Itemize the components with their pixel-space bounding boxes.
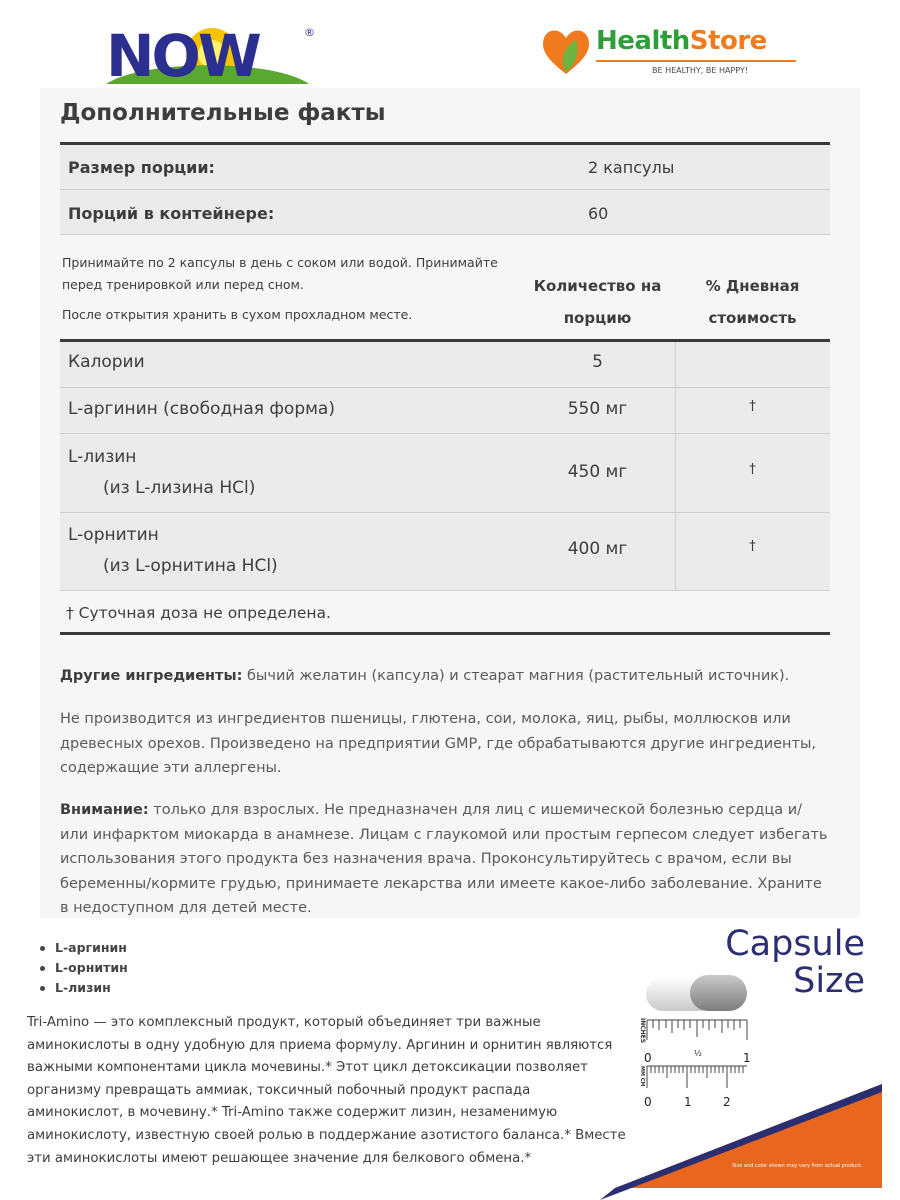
cm-tick-label: 1 — [684, 1095, 692, 1109]
healthstore-logo — [540, 18, 810, 88]
warning-label: Внимание: — [60, 802, 149, 818]
servings-label: Порций в контейнере: — [68, 204, 275, 223]
now-logo-text: NOW — [106, 24, 259, 86]
nutrient-dv: † — [749, 399, 756, 414]
column-dv-header: % Дневная стоимость — [705, 277, 800, 327]
directions-text: Принимайте по 2 капсулы в день с соком или водой. Принимайте перед тренировкой или перед сном. — [62, 255, 498, 292]
row-divider — [60, 590, 830, 591]
capsule-size-title: Capsule Size — [725, 924, 865, 1001]
cm-tick-label: 2 — [723, 1095, 731, 1109]
other-ingredients-text: бычий желатин (капсула) и стеарат магния (растительный источник). — [242, 668, 790, 684]
row-divider — [60, 512, 830, 513]
heart-leaf-icon — [540, 22, 592, 78]
other-ingredients-label: Другие ингредиенты: — [60, 668, 243, 684]
serving-size-value: 2 капсулы — [588, 158, 675, 177]
store-name-part1: Health — [596, 26, 690, 56]
list-item: L-лизин — [40, 978, 128, 998]
nutrient-amount: 550 мг — [567, 399, 628, 419]
store-slogan: BE HEALTHY, BE HAPPY! — [652, 66, 748, 75]
inches-label: INCHES — [639, 1018, 646, 1044]
warning-text: только для взрослых. Не предназначен для лиц с ишемической болезнью сердца и/или инфарктом миокарда в анамнезе. Лицам с глаукомой или простым герпесом следует избегать использования этого продукта без назначения врача. Проконсультируйтесь с врачом, если вы беременны/кормите грудью, принимаете лекарства или имеете какое-либо заболевание. Храните в недоступном для детей месте. — [60, 802, 828, 916]
facts-title: Дополнительные факты — [60, 100, 386, 126]
allergen-statement: Не производится из ингредиентов пшеницы, глютена, сои, молока, яиц, рыбы, моллюсков или древесных орехов. Произведено на предприятии GMP, где обрабатываются другие ингредиенты, содержащие эти аллергены. — [60, 711, 817, 776]
nutrient-amount: 450 мг — [567, 462, 628, 482]
logo-divider — [596, 60, 796, 62]
row-divider — [60, 234, 830, 235]
nutrient-source: (из L-орнитина HCl) — [103, 556, 278, 576]
capsule-ruler-graphic — [600, 970, 800, 1120]
product-description: Tri-Amino — это комплексный продукт, который объединяет три важные аминокислоты в одну удобную для приема формулу. Аргинин и орнитин являются важными компонентами цикла мочевины.* Этот цикл детоксикации позволяет организму превращать аммиак, токсичный побочный продукт распада аминокислот, в мочевину.* Tri-Amino также содержит лизин, незаменимую аминокислоту, известную своей ролью в поддержание азотистого баланса.* Вместе эти аминокислоты имеют решающее значение для белкового обмена.* — [27, 1015, 626, 1166]
nutrient-amount: 400 мг — [567, 539, 628, 559]
warning-statement — [60, 798, 830, 921]
other-ingredients — [60, 664, 830, 689]
column-amount-header: Количество на порцию — [533, 277, 662, 327]
footnote: † Суточная доза не определена. — [66, 604, 331, 622]
nutrient-amount: 5 — [592, 352, 603, 372]
serving-size-label: Размер порции: — [68, 158, 215, 177]
table-bottom-rule — [60, 632, 830, 635]
ingredient-bullet-list — [40, 938, 128, 998]
servings-value: 60 — [588, 204, 609, 223]
inch-tick-label: 0 — [644, 1051, 652, 1065]
storage-text: После открытия хранить в сухом прохладном месте. — [62, 307, 413, 322]
nutrient-dv: † — [749, 462, 756, 477]
nutrient-dv: † — [749, 539, 756, 554]
list-item: L-аргинин — [40, 938, 128, 958]
row-divider — [60, 387, 830, 388]
nutrient-name: L-аргинин (свободная форма) — [68, 399, 335, 419]
cm-tick-label: 0 — [644, 1095, 652, 1109]
nutrient-name: L-лизин — [68, 447, 137, 467]
nutrient-name: L-орнитин — [68, 525, 159, 545]
cm-label: MM CM — [639, 1066, 645, 1087]
now-logo — [104, 24, 319, 86]
list-item: L-орнитин — [40, 958, 128, 978]
row-divider — [60, 433, 830, 434]
inch-tick-label: 1 — [743, 1051, 751, 1065]
nutrient-source: (из L-лизина HCl) — [103, 478, 256, 498]
inch-tick-label: ½ — [694, 1049, 702, 1058]
dv-column-divider — [675, 342, 676, 590]
svg-text:®: ® — [304, 26, 315, 39]
size-disclaimer: Size and color shown may vary from actual product. — [732, 1163, 863, 1169]
store-name-part2: Store — [689, 26, 767, 56]
nutrient-name: Калории — [68, 352, 145, 372]
capsule-icon — [646, 975, 747, 1011]
